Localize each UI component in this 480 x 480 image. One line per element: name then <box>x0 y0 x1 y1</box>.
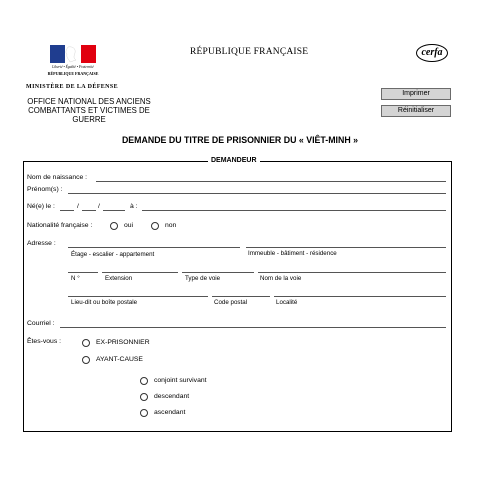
courriel-label: Courriel : <box>27 320 55 327</box>
reset-button[interactable]: Réinitialiser <box>381 105 451 117</box>
ministere-label: MINISTÈRE DE LA DÉFENSE <box>26 84 119 90</box>
type-voie-label: Type de voie <box>185 275 221 282</box>
nationalite-oui-label: oui <box>124 222 134 229</box>
numero-field[interactable] <box>68 272 98 273</box>
lieu-naissance-label: à : <box>130 203 138 210</box>
etes-vous-label: Êtes-vous : <box>27 338 61 345</box>
descendant-radio[interactable] <box>140 393 148 401</box>
logo-republique: RÉPUBLIQUE FRANÇAISE <box>47 71 99 76</box>
localite-label: Localité <box>276 299 298 306</box>
code-postal-field[interactable] <box>212 296 270 297</box>
marianne-logo <box>47 45 99 79</box>
nom-voie-label: Nom de la voie <box>260 275 302 282</box>
ex-prisonnier-label: EX-PRISONNIER <box>96 339 150 346</box>
conjoint-label: conjoint survivant <box>154 377 207 384</box>
ascendant-radio[interactable] <box>140 409 148 417</box>
lieu-dit-label: Lieu-dit ou boîte postale <box>71 299 138 306</box>
ascendant-label: ascendant <box>154 409 186 416</box>
office-name <box>20 97 158 124</box>
office-line-2: COMBATTANTS ET VICTIMES DE <box>28 106 150 115</box>
nationalite-non-radio[interactable] <box>151 222 159 230</box>
descendant-label: descendant <box>154 393 190 400</box>
ayant-cause-label: AYANT-CAUSE <box>96 356 143 363</box>
office-line-1: OFFICE NATIONAL DES ANCIENS <box>27 97 151 106</box>
nationalite-non-label: non <box>165 222 177 229</box>
prenoms-label: Prénom(s) : <box>27 186 63 193</box>
immeuble-field[interactable] <box>246 247 446 248</box>
etage-label: Étage - escalier - appartement <box>71 251 155 258</box>
republique-heading: RÉPUBLIQUE FRANÇAISE <box>190 47 309 57</box>
numero-label: N ° <box>71 275 80 282</box>
extension-label: Extension <box>105 275 133 282</box>
lieu-dit-field[interactable] <box>68 296 208 297</box>
nom-naissance-field[interactable] <box>96 181 446 182</box>
nom-naissance-label: Nom de naissance : <box>27 174 88 181</box>
localite-field[interactable] <box>274 296 446 297</box>
nationalite-oui-radio[interactable] <box>110 222 118 230</box>
extension-field[interactable] <box>102 272 178 273</box>
cerfa-logo: cerfa <box>416 44 448 62</box>
logo-motto: Liberté • Égalité • Fraternité <box>52 65 94 69</box>
print-button[interactable]: Imprimer <box>381 88 451 100</box>
birth-day-field[interactable] <box>60 210 74 211</box>
birth-year-field[interactable] <box>103 210 125 211</box>
type-voie-field[interactable] <box>182 272 254 273</box>
date-naissance-label: Né(e) le : <box>27 203 55 210</box>
lieu-naissance-field[interactable] <box>142 210 446 211</box>
marianne-profile-icon <box>61 45 81 63</box>
date-separator-2: / <box>98 203 100 210</box>
date-separator-1: / <box>77 203 79 210</box>
adresse-label: Adresse : <box>27 240 56 247</box>
etage-field[interactable] <box>68 247 240 248</box>
birth-month-field[interactable] <box>82 210 96 211</box>
courriel-field[interactable] <box>60 327 446 328</box>
code-postal-label: Code postal <box>214 299 248 306</box>
ayant-cause-radio[interactable] <box>82 356 90 364</box>
office-line-3: GUERRE <box>72 115 106 124</box>
ex-prisonnier-radio[interactable] <box>82 339 90 347</box>
prenoms-field[interactable] <box>68 193 446 194</box>
nom-voie-field[interactable] <box>258 272 446 273</box>
immeuble-label: Immeuble - bâtiment - résidence <box>248 250 337 257</box>
page-title: DEMANDE DU TITRE DE PRISONNIER DU « VIÊT-MINH » <box>121 135 359 145</box>
conjoint-radio[interactable] <box>140 377 148 385</box>
nationalite-label: Nationalité française : <box>27 222 93 229</box>
section-legend: DEMANDEUR <box>208 157 260 164</box>
